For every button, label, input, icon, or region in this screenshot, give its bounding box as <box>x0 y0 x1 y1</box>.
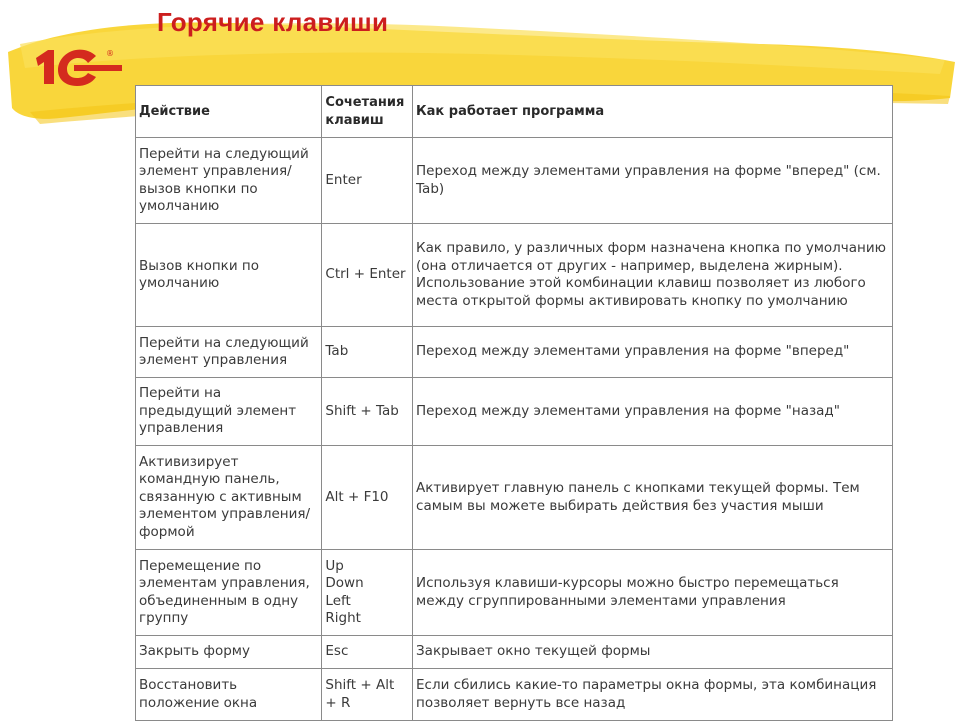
key-combination: Alt + F10 <box>325 488 389 505</box>
keys-cell <box>322 669 413 721</box>
keys-cell <box>322 378 413 446</box>
action-cell: Перейти на предыдущий элемент управления <box>136 378 322 446</box>
header-description: Как работает программа <box>413 86 893 138</box>
action-cell: Перейти на следующий элемент управления <box>136 327 322 378</box>
table-row <box>136 550 893 636</box>
description-cell: Если сбились какие-то параметры окна формы, эта комбинация позволяет вернуть все назад <box>413 669 893 721</box>
registered-mark: ® <box>106 49 114 58</box>
key-combination: Shift + Alt <box>325 677 395 693</box>
action-cell: Вызов кнопки по умолчанию <box>136 224 322 327</box>
description-cell: Как правило, у различных форм назначена кнопка по умолчанию (она отличается от других - например, выделена жирным). Использование этой комбинации клавиш позволяет из любого места открытой формы активировать кнопку по умолчанию <box>413 224 893 327</box>
key-combination: Shift + Tab <box>325 402 399 419</box>
action-cell: Закрыть форму <box>136 636 322 669</box>
key-combination: + R <box>325 694 351 711</box>
action-cell: Активизирует командную панель, связанную с активным элементом управления/формой <box>136 446 322 550</box>
keys-cell <box>322 327 413 378</box>
key-combination: Tab <box>325 343 349 360</box>
keys-cell <box>322 550 413 636</box>
table-row <box>136 138 893 224</box>
key-combination: Esc <box>325 643 349 660</box>
key-combination: Right <box>325 610 361 626</box>
description-cell: Переход между элементами управления на форме "вперед" <box>413 327 893 378</box>
key-combination: Left <box>325 592 351 609</box>
action-cell: Восстановить положение окна <box>136 669 322 721</box>
description-cell: Переход между элементами управления на форме "назад" <box>413 378 893 446</box>
action-cell: Перейти на следующий элемент управления/ вызов кнопки по умолчанию <box>136 138 322 224</box>
key-combination: Down <box>325 575 364 591</box>
keys-cell <box>322 224 413 327</box>
description-cell: Переход между элементами управления на форме "вперед" (см. Tab) <box>413 138 893 224</box>
table-row <box>136 378 893 446</box>
key-combination: Up <box>325 557 344 574</box>
table-row <box>136 224 893 327</box>
key-combination: Enter <box>325 171 362 188</box>
1c-logo <box>30 44 126 90</box>
page-title: Горячие клавиши <box>157 7 389 37</box>
keys-cell <box>322 446 413 550</box>
table-row <box>136 446 893 550</box>
table-header-row <box>136 86 893 138</box>
key-combination: Ctrl + Enter <box>325 266 406 283</box>
table-row <box>136 327 893 378</box>
header-keys: Сочетания клавиш <box>322 86 413 138</box>
table-row <box>136 636 893 669</box>
description-cell: Активирует главную панель с кнопками текущей формы. Тем самым вы можете выбирать действия без участия мыши <box>413 446 893 550</box>
action-cell: Перемещение по элементам управления, объединенным в одну группу <box>136 550 322 636</box>
keys-cell <box>322 138 413 224</box>
hotkeys-table <box>135 85 893 721</box>
table-row <box>136 669 893 721</box>
keys-cell <box>322 636 413 669</box>
description-cell: Используя клавиши-курсоры можно быстро перемещаться между сгруппированными элементами управления <box>413 550 893 636</box>
description-cell: Закрывает окно текущей формы <box>413 636 893 669</box>
header-action: Действие <box>136 86 322 138</box>
